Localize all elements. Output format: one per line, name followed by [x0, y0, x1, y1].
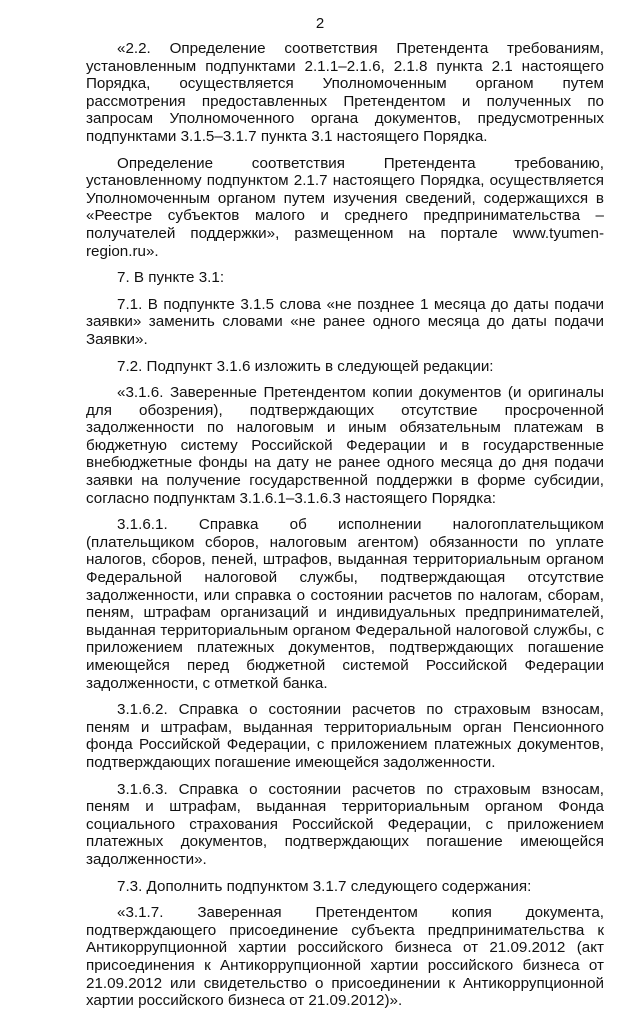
- paragraph-7-2: 7.2. Подпункт 3.1.6 изложить в следующей редакции:: [117, 357, 494, 375]
- paragraph-3-1-6-3: 3.1.6.3. Справка о состоянии расчетов по страховым взносам, пеням и штрафам, выданная территориальным органом Фонда социального страхования Российской Федерации, с приложением платежных документов, подтверждающих погашение имеющейся задолженности».: [86, 780, 604, 868]
- paragraph-3-1-6-2: 3.1.6.2. Справка о состоянии расчетов по страховым взносам, пеням и штрафам, выданная территориальным орган Пенсионного фонда Российской Федерации, с приложением платежных документов, подтверждающих погашение имеющейся задолженности.: [86, 701, 604, 771]
- paragraph-3-1-7: «3.1.7. Заверенная Претендентом копия документа, подтверждающего присоединение субъекта предпринимательства к Антикоррупционной хартии российского бизнеса от 21.09.2012 (акт присоединения к Антикоррупционной хартии российского бизнеса от 21.09.2012 или свидетельство о присоединении к Антикоррупционной хартии российского бизнеса от 21.09.2012)».: [86, 904, 604, 1010]
- paragraph-7-3: 7.3. Дополнить подпунктом 3.1.7 следующего содержания:: [117, 877, 532, 895]
- paragraph-2-2: «2.2. Определение соответствия Претендента требованиям, установленным подпунктами 2.1.1–2.1.6, 2.1.8 пункта 2.1 настоящего Порядка, осуществляется Уполномоченным органом путем рассмотрения предоставленных Претендентом и полученных по запросам Уполномоченного органа документов, предусмотренных подпунктами 3.1.5–3.1.7 пункта 3.1 настоящего Порядка.: [86, 40, 604, 145]
- page-number: 2: [315, 15, 325, 32]
- paragraph-7: 7. В пункте 3.1:: [117, 269, 225, 287]
- document-body: [86, 40, 604, 1019]
- paragraph-3-1-6-1: 3.1.6.1. Справка об исполнении налогоплательщиком (плательщиком сборов, налоговым агентом) обязанности по уплате налогов, сборов, пеней, штрафов, выданная территориальным органом Федеральной налоговой службы, подтверждающая отсутствие задолженности, или справка о состоянии расчетов по налогам, сборам, пеням, штрафам организаций и индивидуальных предпринимателей, выданная территориальным органом Федеральной налоговой службы, с приложением платежных документов, подтверждающих погашение имеющейся перед бюджетной системой Российской Федерации задолженности, с отметкой банка.: [86, 516, 604, 692]
- paragraph-2-2-continued: Определение соответствия Претендента требованию, установленному подпунктом 2.1.7 настоящего Порядка, осуществляется Уполномоченным органом путем изучения сведений, содержащихся в «Реестре субъектов малого и среднего предпринимательства – получателей поддержки», размещенном на портале www.tyumen-region.ru».: [86, 154, 604, 260]
- paragraph-7-1: 7.1. В подпункте 3.1.5 слова «не позднее 1 месяца до даты подачи заявки» заменить словами «не ранее одного месяца до даты подачи Заявки».: [86, 295, 604, 348]
- paragraph-3-1-6: «3.1.6. Заверенные Претендентом копии документов (и оригиналы для обозрения), подтверждающих отсутствие просроченной задолженности по налоговым и иным обязательным платежам в бюджетную систему Российской Федерации и в государственные внебюджетные фонды на дату не ранее одного месяца до дня подачи заявки на получение государственной поддержки в форме субсидии, согласно подпунктам 3.1.6.1–3.1.6.3 настоящего Порядка:: [86, 384, 604, 507]
